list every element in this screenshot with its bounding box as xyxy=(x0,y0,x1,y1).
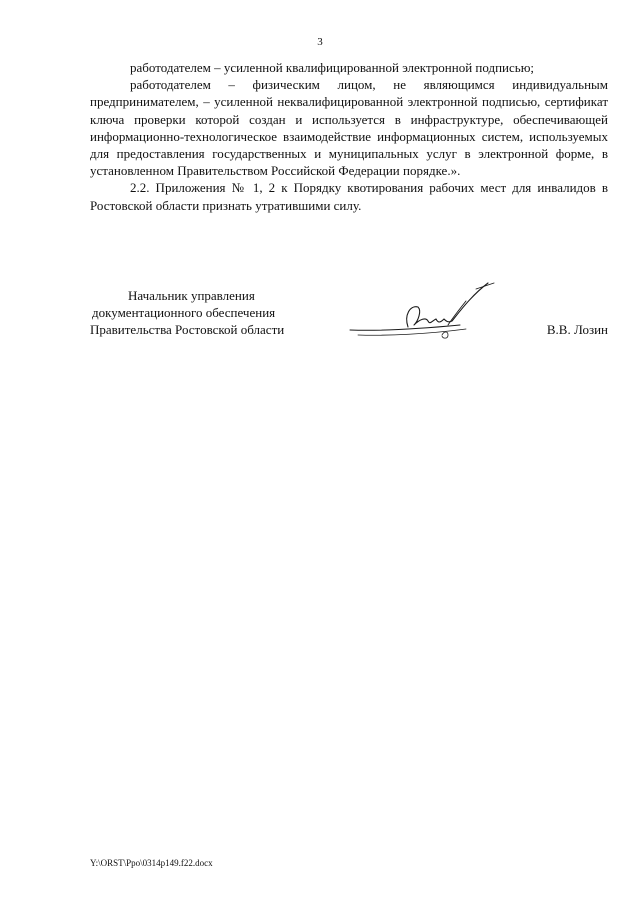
page-number: 3 xyxy=(317,36,323,48)
paragraph-appendices-void: 2.2. Приложения № 1, 2 к Порядку квотирования рабочих мест для инвалидов в Ростовской области признать утратившими силу. xyxy=(90,180,608,213)
paragraph-employer-individual: работодателем – физическим лицом, не являющимся индивидуальным предпринимателем, – усиленной неквалифицированной электронной подписью, сертификат ключа проверки которой создан и используется в инфраструктуре, обеспечивающей информационно-технологическое взаимодействие информационных систем, используемых для предоставления государственных и муниципальных услуг в электронной форме, в установленном Правительством Российской Федерации порядке.». xyxy=(90,77,608,179)
footer-file-path: Y:\ORST\Ppo\0314p149.f22.docx xyxy=(90,858,213,868)
signature-block xyxy=(90,287,608,357)
paragraph-employer-legal: работодателем – усиленной квалифицированной электронной подписью; xyxy=(130,60,535,75)
signatory-position-line: документационного обеспечения xyxy=(92,305,276,320)
signatory-position-line: Начальник управления xyxy=(128,288,255,303)
handwritten-signature xyxy=(348,281,498,351)
signatory-position xyxy=(90,287,284,338)
signatory-position-line: Правительства Ростовской области xyxy=(90,322,285,337)
document-body xyxy=(90,59,608,214)
signatory-name: В.В. Лозин xyxy=(546,322,608,337)
